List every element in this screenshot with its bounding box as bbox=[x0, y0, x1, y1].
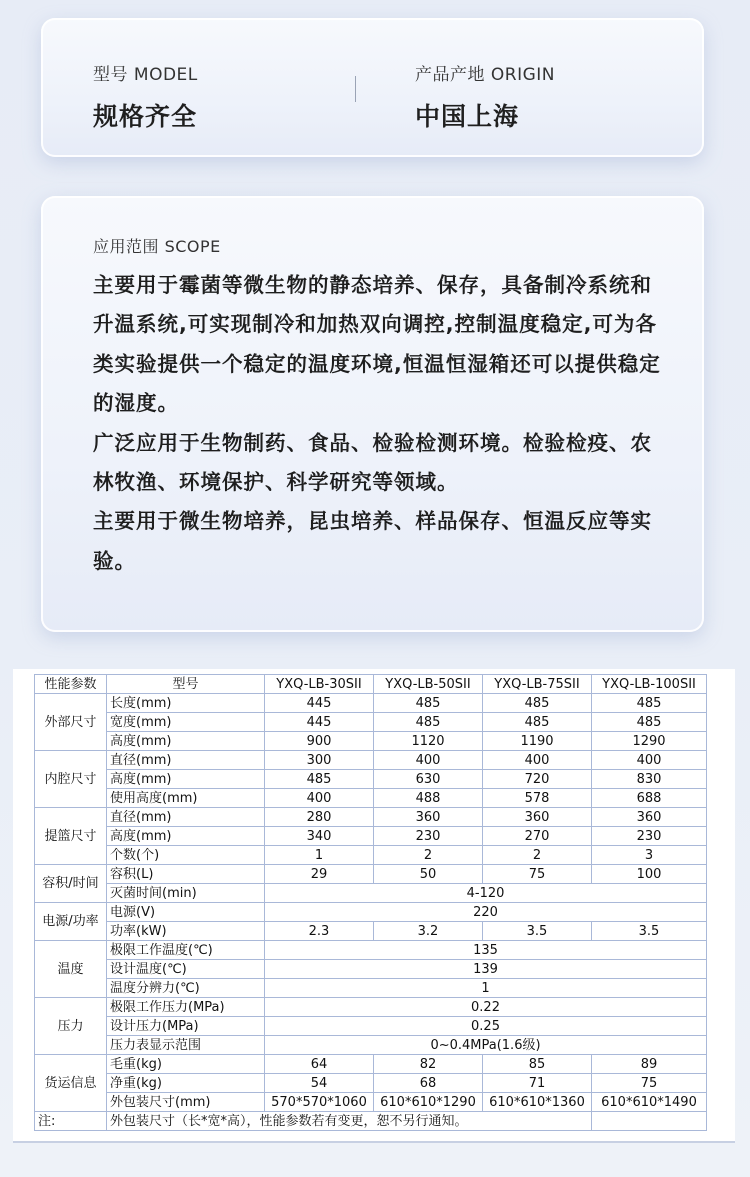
cell-value: 485 bbox=[483, 713, 592, 732]
table-row bbox=[35, 1074, 707, 1093]
cell-value: 270 bbox=[483, 827, 592, 846]
cell-value: 2 bbox=[483, 846, 592, 865]
row-item: 设计温度(℃) bbox=[107, 960, 265, 979]
row-item: 温度分辨力(℃) bbox=[107, 979, 265, 998]
cell-value-merged: 220 bbox=[265, 903, 707, 922]
cell-value-merged: 135 bbox=[265, 941, 707, 960]
cell-value: 400 bbox=[374, 751, 483, 770]
row-item: 使用高度(mm) bbox=[107, 789, 265, 808]
cell-value: 280 bbox=[265, 808, 374, 827]
row-item: 长度(mm) bbox=[107, 694, 265, 713]
group-power: 电源/功率 bbox=[35, 903, 107, 941]
cell-value: 2.3 bbox=[265, 922, 374, 941]
cell-value: 3.2 bbox=[374, 922, 483, 941]
cell-value: 830 bbox=[592, 770, 707, 789]
row-item: 功率(kW) bbox=[107, 922, 265, 941]
cell-value: 400 bbox=[592, 751, 707, 770]
table-header-row bbox=[35, 675, 707, 694]
cell-value: 3.5 bbox=[592, 922, 707, 941]
note-text: 外包装尺寸（长*宽*高），性能参数若有变更，恕不另行通知。 bbox=[107, 1112, 592, 1131]
table-row bbox=[35, 960, 707, 979]
table-row bbox=[35, 1055, 707, 1074]
row-item: 极限工作压力(MPa) bbox=[107, 998, 265, 1017]
group-shipping: 货运信息 bbox=[35, 1055, 107, 1112]
table-row bbox=[35, 770, 707, 789]
cell-value: 488 bbox=[374, 789, 483, 808]
cell-value: 578 bbox=[483, 789, 592, 808]
cell-value: 64 bbox=[265, 1055, 374, 1074]
model-column bbox=[93, 60, 198, 133]
cell-value-merged: 139 bbox=[265, 960, 707, 979]
table-row bbox=[35, 998, 707, 1017]
cell-value: 50 bbox=[374, 865, 483, 884]
cell-value: 900 bbox=[265, 732, 374, 751]
table-row bbox=[35, 1017, 707, 1036]
group-temp: 温度 bbox=[35, 941, 107, 998]
cell-value: 570*570*1060 bbox=[265, 1093, 374, 1112]
model-value: 规格齐全 bbox=[93, 102, 198, 131]
cell-value-merged: 0.22 bbox=[265, 998, 707, 1017]
group-basket: 提篮尺寸 bbox=[35, 808, 107, 865]
cell-value: 720 bbox=[483, 770, 592, 789]
cell-value: 75 bbox=[592, 1074, 707, 1093]
spec-table bbox=[34, 674, 707, 1131]
spec-table-panel bbox=[13, 669, 735, 1143]
table-row bbox=[35, 694, 707, 713]
table-note-row bbox=[35, 1112, 707, 1131]
row-item: 压力表显示范围 bbox=[107, 1036, 265, 1055]
cell-value: 610*610*1290 bbox=[374, 1093, 483, 1112]
row-item: 灭菌时间(min) bbox=[107, 884, 265, 903]
cell-value: 610*610*1490 bbox=[592, 1093, 707, 1112]
origin-value: 中国上海 bbox=[415, 102, 520, 131]
table-row bbox=[35, 922, 707, 941]
cell-value-merged: 1 bbox=[265, 979, 707, 998]
cell-value: 29 bbox=[265, 865, 374, 884]
cell-value: 68 bbox=[374, 1074, 483, 1093]
table-row bbox=[35, 846, 707, 865]
cell-value: 230 bbox=[374, 827, 483, 846]
cell-value: 485 bbox=[265, 770, 374, 789]
header-model-1: YXQ-LB-30SII bbox=[265, 675, 374, 694]
group-cavity: 内腔尺寸 bbox=[35, 751, 107, 808]
cell-value: 400 bbox=[483, 751, 592, 770]
note-label: 注: bbox=[35, 1112, 107, 1131]
header-model-4: YXQ-LB-100SII bbox=[592, 675, 707, 694]
row-item: 净重(kg) bbox=[107, 1074, 265, 1093]
table-row bbox=[35, 808, 707, 827]
origin-column bbox=[415, 60, 555, 133]
header-model-3: YXQ-LB-75SII bbox=[483, 675, 592, 694]
cell-value: 445 bbox=[265, 694, 374, 713]
cell-value: 340 bbox=[265, 827, 374, 846]
cell-value: 485 bbox=[592, 713, 707, 732]
group-volume: 容积/时间 bbox=[35, 865, 107, 903]
cell-value-merged: 4-120 bbox=[265, 884, 707, 903]
table-row bbox=[35, 1093, 707, 1112]
cell-value: 630 bbox=[374, 770, 483, 789]
cell-value: 230 bbox=[592, 827, 707, 846]
cell-value: 485 bbox=[483, 694, 592, 713]
row-item: 直径(mm) bbox=[107, 751, 265, 770]
table-row bbox=[35, 827, 707, 846]
cell-value: 1290 bbox=[592, 732, 707, 751]
note-empty-cell bbox=[592, 1112, 707, 1131]
table-row bbox=[35, 941, 707, 960]
cell-value: 85 bbox=[483, 1055, 592, 1074]
table-row bbox=[35, 789, 707, 808]
table-row bbox=[35, 865, 707, 884]
table-row bbox=[35, 732, 707, 751]
row-item: 外包装尺寸(mm) bbox=[107, 1093, 265, 1112]
model-card bbox=[41, 18, 704, 157]
cell-value: 1190 bbox=[483, 732, 592, 751]
cell-value: 400 bbox=[265, 789, 374, 808]
cell-value: 1 bbox=[265, 846, 374, 865]
row-item: 毛重(kg) bbox=[107, 1055, 265, 1074]
header-item: 型号 bbox=[107, 675, 265, 694]
row-item: 容积(L) bbox=[107, 865, 265, 884]
group-outer: 外部尺寸 bbox=[35, 694, 107, 751]
table-row bbox=[35, 1036, 707, 1055]
cell-value: 89 bbox=[592, 1055, 707, 1074]
card-divider bbox=[355, 76, 356, 102]
cell-value: 360 bbox=[483, 808, 592, 827]
scope-label: 应用范围 SCOPE bbox=[93, 237, 221, 256]
cell-value: 75 bbox=[483, 865, 592, 884]
scope-paragraph-1: 主要用于霉菌等微生物的静态培养、保存，具备制冷系统和升温系统,可实现制冷和加热双向调控,控制温度稳定,可为各类实验提供一个稳定的温度环境,恒温恒湿箱还可以提供稳定的湿度。 bbox=[93, 273, 661, 416]
scope-body bbox=[93, 266, 673, 581]
cell-value: 445 bbox=[265, 713, 374, 732]
group-pressure: 压力 bbox=[35, 998, 107, 1055]
row-item: 极限工作温度(℃) bbox=[107, 941, 265, 960]
model-label: 型号 MODEL bbox=[93, 65, 198, 85]
cell-value: 3 bbox=[592, 846, 707, 865]
cell-value: 300 bbox=[265, 751, 374, 770]
scope-paragraph-3: 主要用于微生物培养，昆虫培养、样品保存、恒温反应等实验。 bbox=[93, 509, 652, 573]
cell-value: 2 bbox=[374, 846, 483, 865]
table-row bbox=[35, 979, 707, 998]
scope-card bbox=[41, 196, 704, 632]
cell-value: 360 bbox=[374, 808, 483, 827]
cell-value: 485 bbox=[592, 694, 707, 713]
table-row bbox=[35, 884, 707, 903]
row-item: 高度(mm) bbox=[107, 732, 265, 751]
row-item: 电源(V) bbox=[107, 903, 265, 922]
cell-value: 485 bbox=[374, 694, 483, 713]
cell-value: 3.5 bbox=[483, 922, 592, 941]
origin-label: 产品产地 ORIGIN bbox=[415, 65, 556, 85]
cell-value: 610*610*1360 bbox=[483, 1093, 592, 1112]
table-row bbox=[35, 903, 707, 922]
cell-value: 82 bbox=[374, 1055, 483, 1074]
cell-value: 1120 bbox=[374, 732, 483, 751]
cell-value: 688 bbox=[592, 789, 707, 808]
scope-paragraph-2: 广泛应用于生物制药、食品、检验检测环境。检验检疫、农林牧渔、环境保护、科学研究等领域。 bbox=[93, 430, 652, 495]
header-model-2: YXQ-LB-50SII bbox=[374, 675, 483, 694]
cell-value: 100 bbox=[592, 865, 707, 884]
row-item: 设计压力(MPa) bbox=[107, 1017, 265, 1036]
cell-value-merged: 0~0.4MPa(1.6级) bbox=[265, 1036, 707, 1055]
table-row bbox=[35, 713, 707, 732]
row-item: 宽度(mm) bbox=[107, 713, 265, 732]
row-item: 高度(mm) bbox=[107, 827, 265, 846]
cell-value: 485 bbox=[374, 713, 483, 732]
cell-value-merged: 0.25 bbox=[265, 1017, 707, 1036]
header-group: 性能参数 bbox=[35, 675, 107, 694]
row-item: 个数(个) bbox=[107, 846, 265, 865]
cell-value: 360 bbox=[592, 808, 707, 827]
cell-value: 54 bbox=[265, 1074, 374, 1093]
table-row bbox=[35, 751, 707, 770]
row-item: 直径(mm) bbox=[107, 808, 265, 827]
cell-value: 71 bbox=[483, 1074, 592, 1093]
row-item: 高度(mm) bbox=[107, 770, 265, 789]
